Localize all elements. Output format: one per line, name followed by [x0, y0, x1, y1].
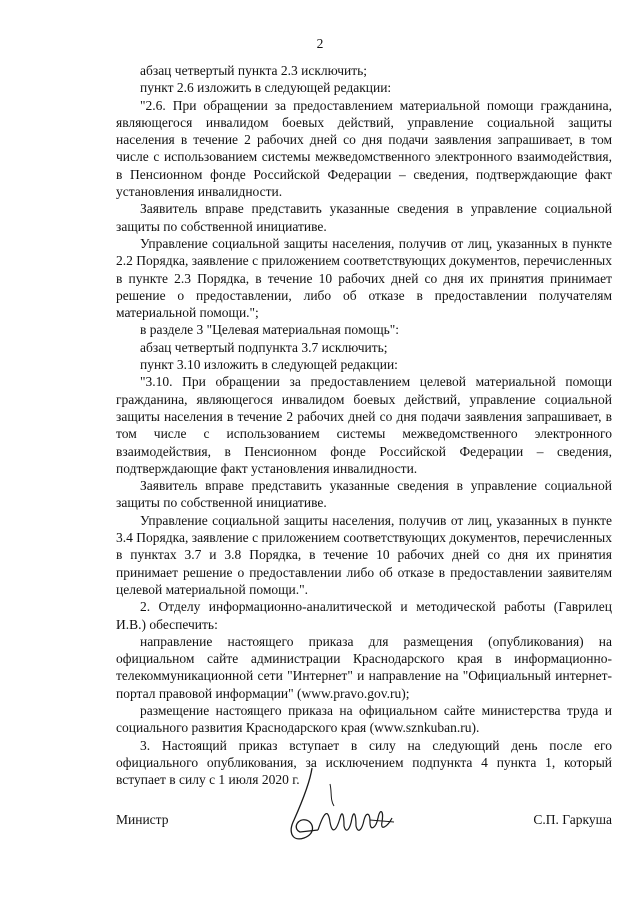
paragraph: абзац четвертый подпункта 3.7 исключить; — [140, 339, 388, 355]
handwritten-signature — [272, 762, 402, 854]
signatory-name: С.П. Гаркуша — [533, 812, 612, 827]
paragraph: Управление социальной защиты населения, получив от лиц, указанных в пункте 2.2 Порядка, заявление с приложением соответствующих документов, перечисленных в пункте 2.3 Порядка, в течение 10 рабочих дней со дня их принятия принимает решение о предоставлении, либо об отказе в предоставлении получателям материальной помощи."; — [116, 235, 612, 321]
paragraph: пункт 2.6 изложить в следующей редакции: — [140, 80, 392, 96]
paragraph: абзац четвертый пункта 2.3 исключить; — [140, 63, 368, 78]
paragraph: "2.6. При обращении за предоставлением материальной помощи гражданина, являющегося инвалидом боевых действий, управление социальной защиты населения в течение 2 рабочих дней со дня подачи заявления запрашивает, в том числе с использованием системы межведомственного электронного взаимодействия, в Пенсионном фонде Российской Федерации – сведения, подтверждающие факт установления инвалидности. — [116, 97, 612, 200]
paragraph: в разделе 3 "Целевая материальная помощь": — [140, 322, 400, 338]
paragraph: Заявитель вправе представить указанные сведения в управление социальной защиты по собственной инициативе. — [116, 201, 612, 234]
page-number: 2 — [316, 36, 324, 51]
paragraph: 2. Отделу информационно-аналитической и методической работы (Гаврилец И.В.) обеспечить: — [116, 599, 612, 632]
paragraph: Заявитель вправе представить указанные сведения в управление социальной защиты по собственной инициативе. — [116, 478, 612, 511]
paragraph: Управление социальной защиты населения, получив от лиц, указанных в пункте 3.4 Порядка, заявление с приложением соответствующих документов, перечисленных в пунктах 3.7 и 3.8 Порядка, в течение 10 рабочих дней со дня их принятия принимает решение о предоставлении либо об отказе в предоставлении заявителям целевой материальной помощи.". — [116, 512, 612, 597]
paragraph: пункт 3.10 изложить в следующей редакции: — [140, 357, 398, 373]
paragraph: 3. Настоящий приказ вступает в силу на следующий день после его официального опубликования, за исключением подпункта 4 пункта 1, который вступает в силу с 1 июля 2020 г. — [116, 737, 612, 788]
paragraph: "3.10. При обращении за предоставлением целевой материальной помощи гражданина, являющегося инвалидом боевых действий, управление социальной защиты населения в течение 2 рабочих дней со дня подачи заявления запрашивает, в том числе с использованием системы межведомственного электронного взаимодействия, в Пенсионном фонде Российской Федерации – сведения, подтверждающие факт установления инвалидности. — [116, 374, 612, 476]
document-body — [116, 62, 612, 788]
paragraph: направление настоящего приказа для размещения (опубликования) на официальном сайте администрации Краснодарского края в информационно-телекоммуникационной сети "Интернет" и направление на "Официальный интернет-портал правовой информации" (www.pravo.gov.ru); — [116, 633, 612, 701]
signatory-title: Министр — [116, 812, 169, 827]
paragraph: размещение настоящего приказа на официальном сайте министерства труда и социального развития Краснодарского края (www.sznkuban.ru). — [116, 702, 612, 736]
